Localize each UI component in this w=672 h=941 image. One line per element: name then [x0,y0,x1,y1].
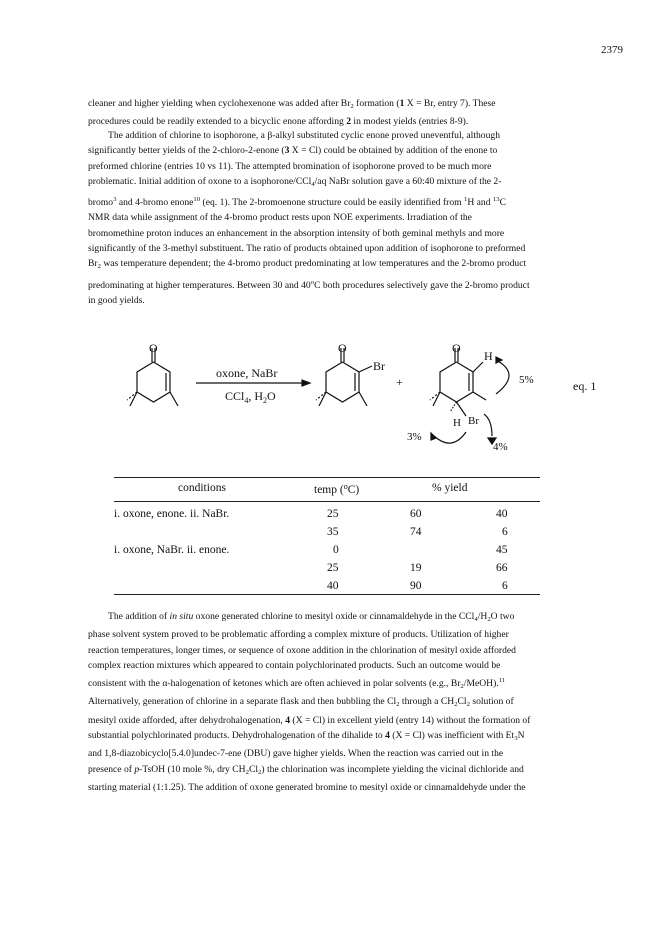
atom-h-1: H [484,349,493,363]
reaction-scheme-eq1 [0,340,672,470]
noe-label-3: 3% [407,431,422,443]
table-header-rule [114,501,540,502]
table-header-row [114,482,540,498]
atom-br-2: Br [468,415,479,427]
isophorone-structure [127,348,178,406]
equation-label: eq. 1 [573,379,597,393]
table-bottom-rule [114,594,540,595]
scheme-drawing [0,340,672,470]
noe-arrow-5 [496,360,509,394]
4-bromo-enone-structure [430,348,486,416]
noe-label-5: 5% [519,374,534,386]
noe-arrow-4 [484,414,492,436]
header-temp: temp ($^o$C) [314,482,360,496]
paragraph-1: cleaner and higher yielding when cyclohexenone was added after $Br_2$ formation (1 X = Br, entry 7). These procedures could be readily extended to a bicyclic enone affording 2 in modest yields (entries 8-9). [88,98,496,128]
page-number: 2379 [601,44,623,56]
plus-sign: + [396,375,403,389]
noe-arrow-3 [434,432,466,443]
table-top-rule [114,477,540,478]
atom-br-1: Br [373,359,385,373]
2-bromo-enone-structure [316,348,372,406]
reagent-top: oxone, NaBr [216,366,278,380]
atom-o-2: O [338,341,347,355]
header-yield: % yield [432,482,468,494]
atom-h-2: H [453,417,461,429]
header-conditions: conditions [178,482,226,494]
atom-o-3: O [452,341,461,355]
atom-o-1: O [149,341,158,355]
reagent-bottom: CCl$_4$, $H_2O$ [225,389,276,405]
noe-label-4: 4% [493,441,508,453]
paragraph-2: The addition of chlorine to isophorone, a β-alkyl substituted cyclic enone proved uneventful, although significantly better yields of the 2-chloro-2-enone (3 X = Cl) could be obtained by addition of the enone to preformed chlorine (entries 10 vs 11). The attempted bromination of isophorone proved to be much more problematic. Initial addition of oxone to a isophorone/CCl$_4$/aq NaBr solution gave a 60:40 mixture of the 2- bromo$^3$ and 4-bromo enone$^{10}$ (eq. 1). The 2-bromoenone structure could be easily identified from $^1$H and $^{13}$C NMR data while assignment of the 4-bromo product rests upon NOE experiments. Irradiation of the bromomethine proton induces an enhancement in the absorption intensity of both geminal methyls and more significantly of the 3-methyl substituent. The ratio of products obtained upon addition of isophorone to preformed $Br_2$ was temperature dependent; the 4-bromo product predominating at low temperatures and the 2-bromo product predominating at higher temperatures. Between 30 and 40$^o$C both procedures selectively gave the 2-bromo product in good yields. [88,130,530,306]
paragraph-3: The addition of in situ oxone generated chlorine to mesityl oxide or cinnamaldehyde in the $CCl_4/H_2O$ two phase solvent system proved to be problematic affording a complex mixture of products. Utilization of higher reaction temperatures, longer times, or sequence of oxone addition in the chlorination of mesityl oxide afforded complex reaction mixtures which appeared to contain polychlorinated products. Such an outcome would be consistent with the α-halogenation of ketones which are often achieved in polar solvents (e.g., $Br_2/MeOH).^{11}$ Alternatively, generation of chlorine in a separate flask and then bubbling the $Cl_2$ through a $CH_2Cl_2$ solution of mesityl oxide afforded, after dehydrohalogenation, 4 (X = Cl) in excellent yield (entry 14) without the formation of substantial polychlorinated products. Dehydrohalogenation of the dihalide to 4 (X = Cl) was inefficient with $Et_3N$ and 1,8-diazobicyclo[5.4.0]undec-7-ene (DBU) gave higher yields. When the reaction was carried out in the presence of p-TsOH (10 mole %, dry $CH_2Cl_2$) the chlorination was incomplete yielding the vicinal dichloride and starting material (1:1.25). The addition of oxone generated bromine to mesityl oxide or cinnamaldehyde under the [88,611,531,793]
